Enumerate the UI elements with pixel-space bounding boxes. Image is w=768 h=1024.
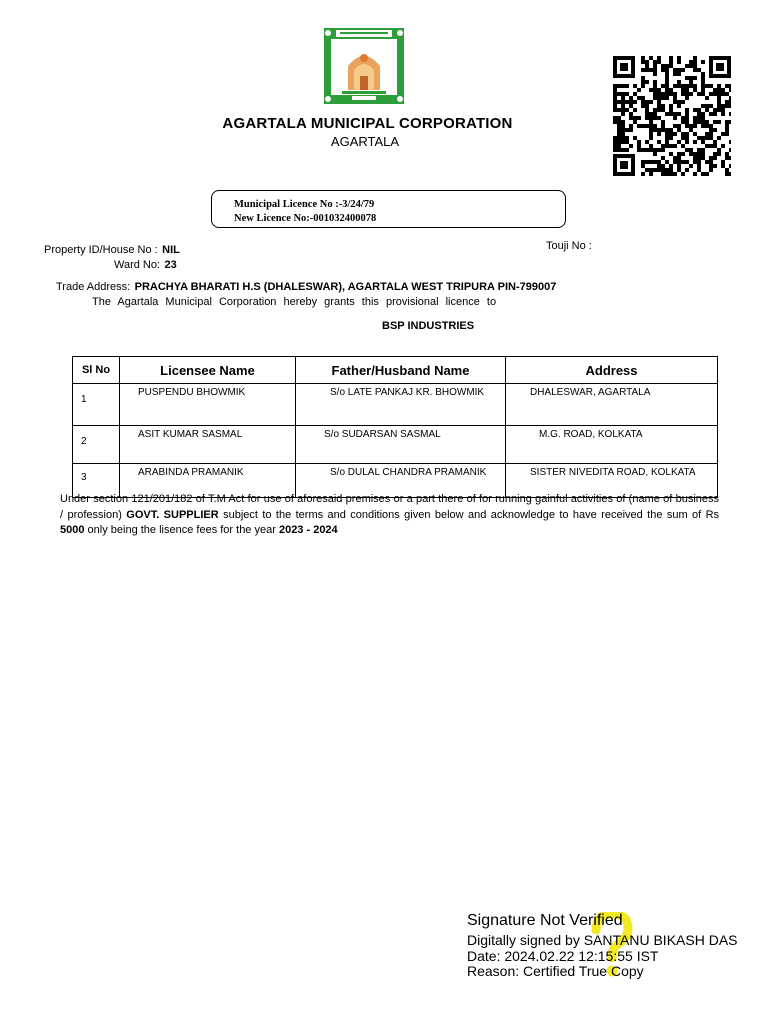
- property-id-value: NIL: [162, 244, 180, 256]
- property-id-label: Property ID/House No :: [44, 244, 158, 256]
- header-address: Address: [506, 357, 718, 384]
- ward-no: [114, 255, 177, 273]
- header-father-name: Father/Husband Name: [296, 357, 506, 384]
- cell-father-name: S/o LATE PANKAJ KR. BHOWMIK: [296, 384, 506, 426]
- digital-signature: [467, 911, 768, 980]
- signature-status: Signature Not Verified: [467, 912, 623, 929]
- cell-licensee-name: ASIT KUMAR SASMAL: [120, 426, 296, 464]
- signature-reason: Reason: Certified True Copy: [467, 963, 644, 979]
- table-row: [73, 426, 718, 464]
- signature-date: Date: 2024.02.22 12:15:55 IST: [467, 947, 659, 964]
- terms-text-2: subject to the terms and conditions given below and acknowledge to have received the sum of Rs: [223, 508, 720, 521]
- cell-sl-no: 3: [73, 464, 120, 498]
- firm-name: BSP INDUSTRIES: [382, 320, 475, 332]
- ward-value: 23: [164, 259, 177, 271]
- terms-text-3: only being the lisence fees for the year: [87, 524, 276, 536]
- licence-box: [211, 190, 566, 228]
- cell-licensee-name: PUSPENDU BHOWMIK: [120, 384, 296, 426]
- fee-amount: 5000: [60, 524, 85, 536]
- business-type: GOVT. SUPPLIER: [126, 508, 219, 521]
- table-header-row: [73, 357, 718, 384]
- licence-year: 2023 - 2024: [278, 524, 338, 536]
- org-city: AGARTALA: [330, 134, 400, 149]
- licence-terms-paragraph: [60, 492, 719, 539]
- cell-address: DHALESWAR, AGARTALA: [506, 384, 718, 426]
- municipal-licence-no: Municipal Licence No :-3/24/79: [234, 199, 375, 210]
- trade-address: [56, 277, 556, 295]
- cell-father-name: S/o SUDARSAN SASMAL: [296, 426, 506, 464]
- header-sl-no: Sl No: [73, 357, 120, 384]
- cell-licensee-name: ARABINDA PRAMANIK: [120, 464, 296, 498]
- trade-address-value: PRACHYA BHARATI H.S (DHALESWAR), AGARTALA WEST TRIPURA PIN-799007: [134, 281, 557, 293]
- cell-sl-no: 1: [73, 384, 120, 426]
- municipal-emblem-icon: [324, 28, 404, 104]
- cell-father-name: S/o DULAL CHANDRA PRAMANIK: [296, 464, 506, 498]
- cell-address: M.G. ROAD, KOLKATA: [506, 426, 718, 464]
- trade-address-label: Trade Address:: [56, 281, 131, 293]
- signed-by: Digitally signed by SANTANU BIKASH DAS: [467, 932, 738, 948]
- new-licence-no: New Licence No:-001032400078: [234, 213, 377, 224]
- org-name: AGARTALA MUNICIPAL CORPORATION: [222, 115, 513, 132]
- cell-address: SISTER NIVEDITA ROAD, KOLKATA: [506, 464, 718, 498]
- licensee-table: [72, 356, 718, 498]
- cell-sl-no: 2: [73, 426, 120, 464]
- touji-label: Touji No :: [546, 240, 592, 252]
- table-row: [73, 384, 718, 426]
- grant-text: The Agartala Municipal Corporation hereby grants this provisional licence to: [92, 296, 497, 308]
- ward-label: Ward No:: [114, 259, 161, 271]
- terms-text-1: Under section 121/201/182 of T.M Act for use of aforesaid premises or a part there of for running gainful activities of (name of business / profession): [60, 493, 719, 521]
- header-licensee-name: Licensee Name: [120, 357, 296, 384]
